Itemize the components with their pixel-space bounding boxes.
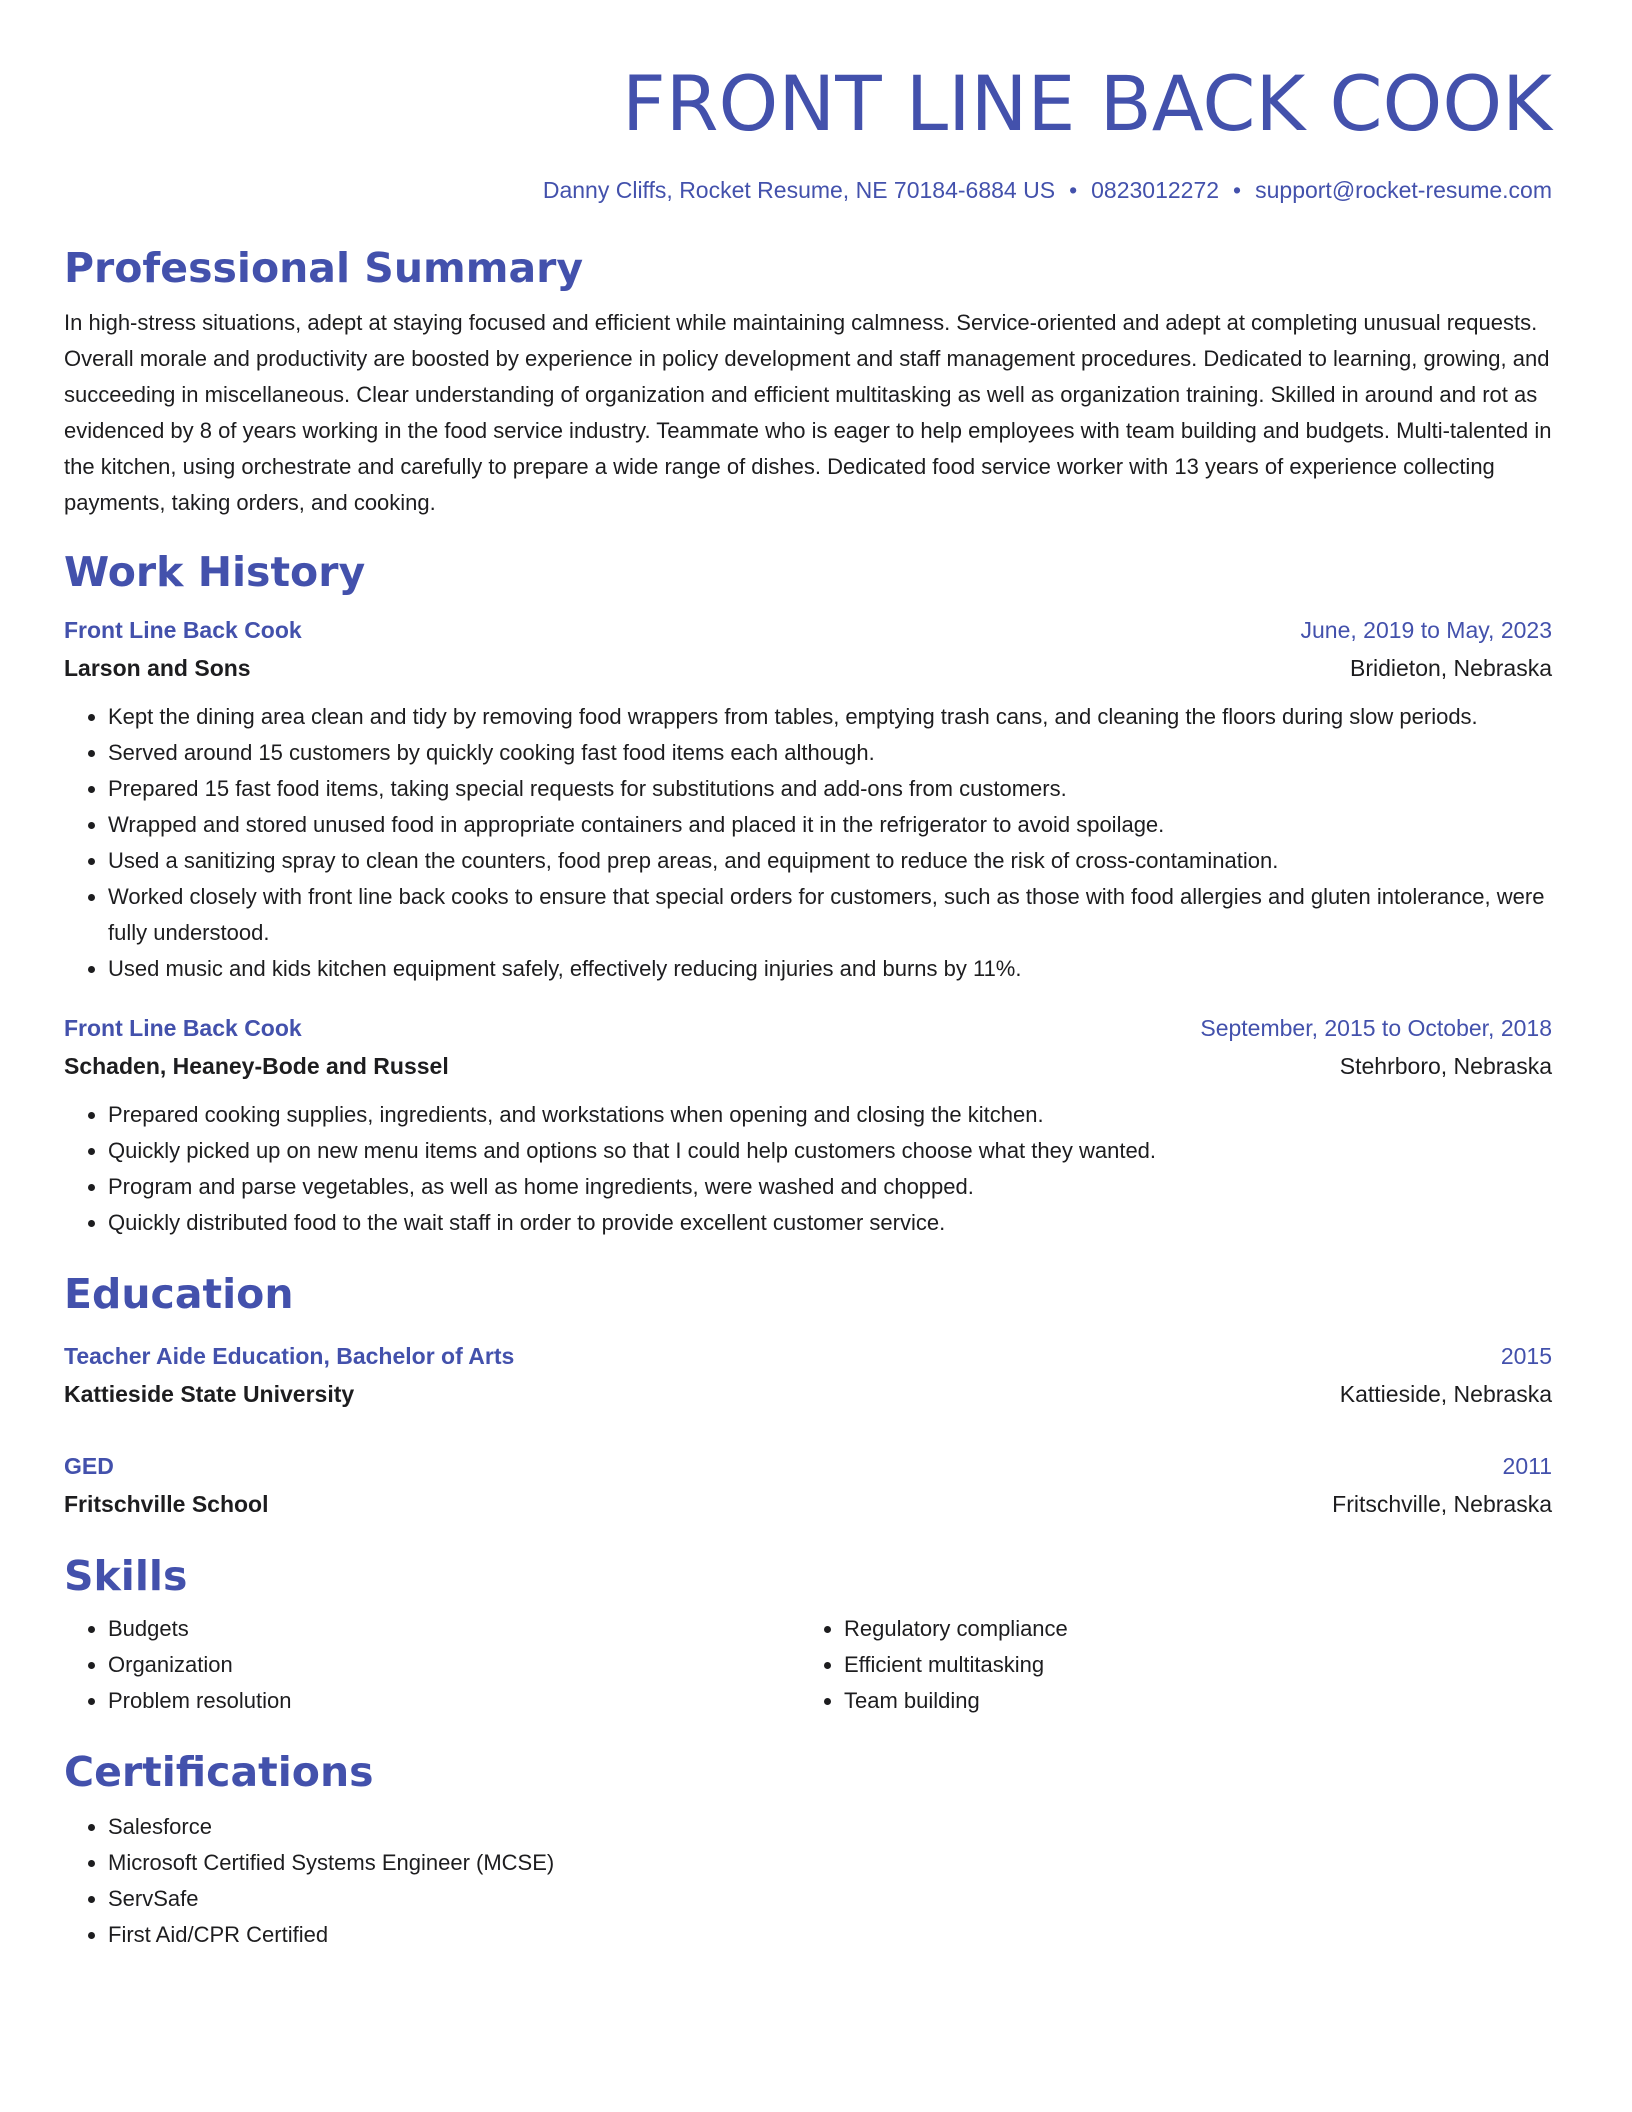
education-location: Fritschville, Nebraska xyxy=(1332,1491,1552,1517)
list-item: • Budgets xyxy=(108,1611,800,1647)
list-item: • ServSafe xyxy=(108,1881,1552,1917)
list-item: • Regulatory compliance xyxy=(844,1611,1552,1647)
job-title: Front Line Back Cook xyxy=(64,617,302,643)
education-year: 2015 xyxy=(1500,1343,1552,1369)
job-title: Front Line Back Cook xyxy=(64,1015,302,1041)
list-item: • Used a sanitizing spray to clean the counters, food prep areas, and equipment to reduce the risk of cross-contamination. xyxy=(108,843,1552,879)
list-item: • Used music and kids kitchen equipment safely, effectively reducing injuries and burns by 11%. xyxy=(108,951,1552,987)
education-degree: Teacher Aide Education, Bachelor of Arts xyxy=(64,1343,515,1369)
list-item: • Microsoft Certified Systems Engineer (MCSE) xyxy=(108,1845,1552,1881)
resume-name-heading: FRONT LINE BACK COOK xyxy=(622,59,1552,148)
contact-address: Danny Cliffs, Rocket Resume, NE 70184-6884 US xyxy=(542,177,1056,203)
skills-column-left xyxy=(64,1611,800,1719)
list-item: • Quickly picked up on new menu items and options so that I could help customers choose what they wanted. xyxy=(108,1133,1552,1169)
job-company: Larson and Sons xyxy=(64,655,251,681)
job-dates: September, 2015 to October, 2018 xyxy=(1200,1015,1552,1041)
certifications-list xyxy=(64,1809,1552,1953)
list-item: • Salesforce xyxy=(108,1809,1552,1845)
section-title-work-history: Work History xyxy=(64,548,366,596)
list-item: • Organization xyxy=(108,1647,800,1683)
contact-email[interactable]: support@rocket-resume.com xyxy=(1255,177,1552,203)
skills-list xyxy=(64,1611,800,1719)
contact-separator: • xyxy=(1233,177,1242,203)
list-item: • Program and parse vegetables, as well as home ingredients, were washed and chopped. xyxy=(108,1169,1552,1205)
contact-separator: • xyxy=(1069,177,1078,203)
list-item: • Wrapped and stored unused food in appropriate containers and placed it in the refrigerator to avoid spoilage. xyxy=(108,807,1552,843)
skills-columns xyxy=(64,1611,1552,1719)
section-title-summary: Professional Summary xyxy=(64,244,584,292)
job-location: Bridieton, Nebraska xyxy=(1350,655,1552,681)
education-year: 2011 xyxy=(1502,1453,1552,1479)
resume-page xyxy=(64,0,1552,1953)
education-school: Kattieside State University xyxy=(64,1381,355,1407)
list-item: • Kept the dining area clean and tidy by removing food wrappers from tables, emptying trash cans, and cleaning the floors during slow periods. xyxy=(108,699,1552,735)
skills-column-right xyxy=(800,1611,1552,1719)
contact-line xyxy=(64,175,1552,205)
list-item: • Served around 15 customers by quickly cooking fast food items each although. xyxy=(108,735,1552,771)
contact-phone[interactable]: 0823012272 xyxy=(1091,177,1220,203)
list-item: • Team building xyxy=(844,1683,1552,1719)
skills-list xyxy=(800,1611,1552,1719)
list-item: • First Aid/CPR Certified xyxy=(108,1917,1552,1953)
section-title-education: Education xyxy=(64,1270,294,1318)
job-entry xyxy=(64,1009,1552,1241)
list-item: • Prepared cooking supplies, ingredients, and workstations when opening and closing the kitchen. xyxy=(108,1097,1552,1133)
job-location: Stehrboro, Nebraska xyxy=(1339,1053,1552,1079)
education-location: Kattieside, Nebraska xyxy=(1339,1381,1552,1407)
job-bullet-list xyxy=(64,1097,1552,1241)
list-item: • Worked closely with front line back cooks to ensure that special orders for customers, such as those with food allergies and gluten intolerance, were fully understood. xyxy=(108,879,1552,951)
education-school: Fritschville School xyxy=(64,1491,269,1517)
list-item: • Problem resolution xyxy=(108,1683,800,1719)
job-bullet-list xyxy=(64,699,1552,987)
job-entry xyxy=(64,611,1552,987)
job-company: Schaden, Heaney-Bode and Russel xyxy=(64,1053,449,1079)
education-degree: GED xyxy=(64,1453,114,1479)
education-entry xyxy=(64,1337,1552,1413)
list-item: • Prepared 15 fast food items, taking special requests for substitutions and add-ons from customers. xyxy=(108,771,1552,807)
summary-text: In high-stress situations, adept at staying focused and efficient while maintaining calmness. Service-oriented and adept at completing unusual requests. Overall morale and productivity are boosted by experience in policy development and staff management procedures. Dedicated to learning, growing, and succeeding in miscellaneous. Clear understanding of organization and efficient multitasking as well as organization training. Skilled in around and rot as evidenced by 8 of years working in the food service industry. Teammate who is eager to help employees with team building and budgets. Multi-talented in the kitchen, using orchestrate and carefully to prepare a wide range of dishes. Dedicated food service worker with 13 years of experience collecting payments, taking orders, and cooking. xyxy=(64,310,1552,515)
section-title-skills: Skills xyxy=(64,1552,188,1600)
list-item: • Quickly distributed food to the wait staff in order to provide excellent customer service. xyxy=(108,1205,1552,1241)
section-title-certifications: Certifications xyxy=(64,1748,374,1796)
job-dates: June, 2019 to May, 2023 xyxy=(1300,617,1552,643)
list-item: • Efficient multitasking xyxy=(844,1647,1552,1683)
education-entry xyxy=(64,1447,1552,1523)
